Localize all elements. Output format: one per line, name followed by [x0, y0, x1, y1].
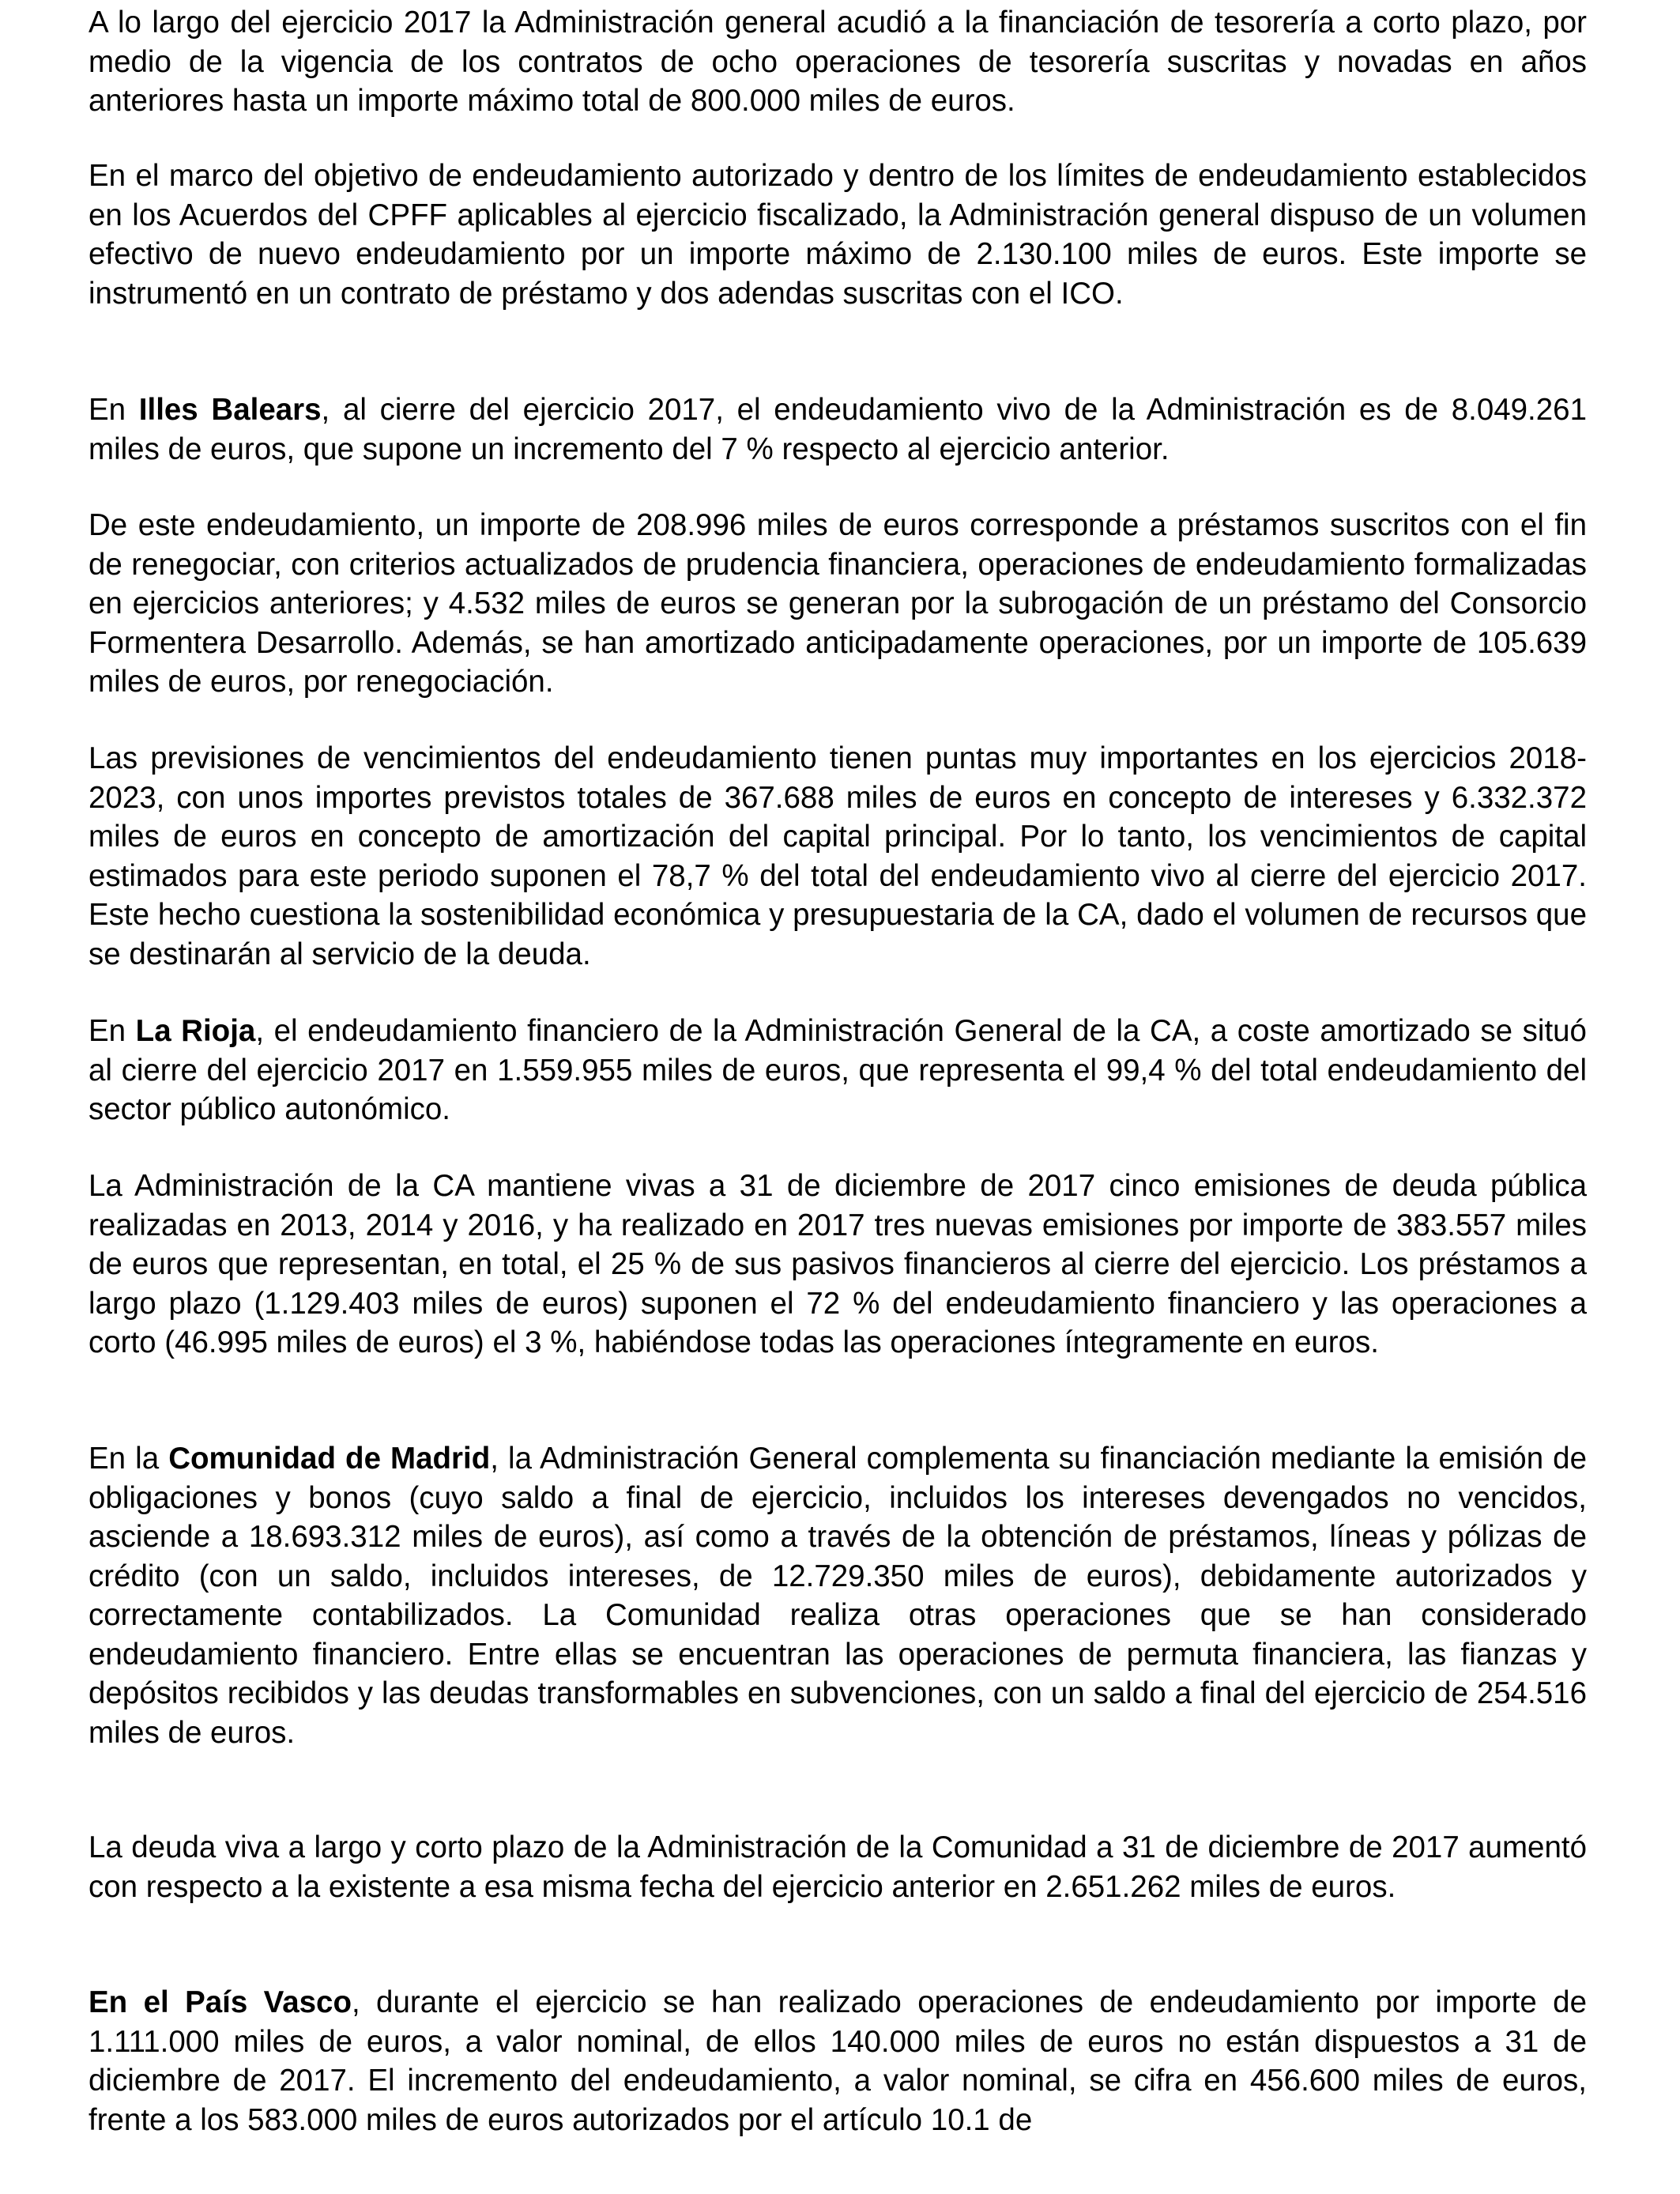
paragraph-illes-balears	[89, 390, 1587, 469]
region-name-illes-balears: Illes Balears	[138, 393, 322, 427]
paragraph-balears-debt-detail: De este endeudamiento, un importe de 208.996 miles de euros corresponde a préstamos suscritos con el fin de renegociar, con criterios actualizados de prudencia financiera, operaciones de endeudamiento formalizadas en ejercicios anteriores; y 4.532 miles de euros se generan por la subrogación de un préstamo del Consorcio Formentera Desarrollo. Además, se han amortizado anticipadamente operaciones, por un importe de 105.639 miles de euros, por renegociación.	[89, 508, 1587, 699]
region-name-la-rioja: La Rioja	[135, 1014, 256, 1048]
region-name-pais-vasco: En el País Vasco	[89, 1985, 352, 2019]
paragraph-pais-vasco	[89, 1983, 1587, 2139]
paragraph-comunidad-de-madrid	[89, 1439, 1587, 1752]
region-name-comunidad-de-madrid: Comunidad de Madrid	[168, 1442, 491, 1476]
paragraph-lead: En	[89, 393, 139, 427]
paragraph-la-rioja	[89, 1012, 1587, 1129]
paragraph-rest: , el endeudamiento financiero de la Administración General de la CA, a coste amortizado se situó al cierre del ejercicio 2017 en 1.559.955 miles de euros, que representa el 99,4 % del total endeudamiento del sector público autonómico.	[89, 1014, 1587, 1126]
paragraph-rest: , durante el ejercicio se han realizado operaciones de endeudamiento por importe de 1.111.000 miles de euros, a valor nominal, de ellos 140.000 miles de euros no están dispuestos a 31 de diciembre de 2017. El incremento del endeudamiento, a valor nominal, se cifra en 456.600 miles de euros, frente a los 583.000 miles de euros autorizados por el artículo 10.1 de	[89, 1985, 1587, 2137]
paragraph-rioja-debt-issues: La Administración de la CA mantiene vivas a 31 de diciembre de 2017 cinco emisiones de deuda pública realizadas en 2013, 2014 y 2016, y ha realizado en 2017 tres nuevas emisiones por importe de 383.557 miles de euros que representan, en total, el 25 % de sus pasivos financieros al cierre del ejercicio. Los préstamos a largo plazo (1.129.403 miles de euros) suponen el 72 % del endeudamiento financiero y las operaciones a corto (46.995 miles de euros) el 3 %, habiéndose todas las operaciones íntegramente en euros.	[89, 1169, 1587, 1359]
paragraph-maturity-forecast: Las previsiones de vencimientos del endeudamiento tienen puntas muy importantes en los ejercicios 2018-2023, con unos importes previstos totales de 367.688 miles de euros en concepto de intereses y 6.332.372 miles de euros en concepto de amortización del capital principal. Por lo tanto, los vencimientos de capital estimados para este periodo suponen el 78,7 % del total del endeudamiento vivo al cierre del ejercicio 2017. Este hecho cuestiona la sostenibilidad económica y presupuestaria de la CA, dado el volumen de recursos que se destinarán al servicio de la deuda.	[89, 741, 1587, 971]
paragraph-lead: En	[89, 1014, 136, 1048]
paragraph-rest: , la Administración General complementa su financiación mediante la emisión de obligaciones y bonos (cuyo saldo a final de ejercicio, incluidos los intereses devengados no vencidos, asciende a 18.693.312 miles de euros), así como a través de la obtención de préstamos, líneas y pólizas de crédito (con un saldo, incluidos intereses, de 12.729.350 miles de euros), debidamente autorizados y correctamente contabilizados. La Comunidad realiza otras operaciones que se han considerado endeudamiento financiero. Entre ellas se encuentran las operaciones de permuta financiera, las fianzas y depósitos recibidos y las deudas transformables en subvenciones, con un saldo a final del ejercicio de 254.516 miles de euros.	[89, 1442, 1588, 1750]
paragraph-lead: En la	[89, 1442, 169, 1476]
paragraph-treasury-financing: A lo largo del ejercicio 2017 la Administración general acudió a la financiación de tesorería a corto plazo, por medio de la vigencia de los contratos de ocho operaciones de tesorería suscritas y novadas en años anteriores hasta un importe máximo total de 800.000 miles de euros.	[89, 6, 1587, 118]
paragraph-rest: , al cierre del ejercicio 2017, el endeudamiento vivo de la Administración es de 8.049.261 miles de euros, que supone un incremento del 7 % respecto al ejercicio anterior.	[89, 393, 1587, 466]
paragraph-debt-objective: En el marco del objetivo de endeudamiento autorizado y dentro de los límites de endeudamiento establecidos en los Acuerdos del CPFF aplicables al ejercicio fiscalizado, la Administración general dispuso de un volumen efectivo de nuevo endeudamiento por un importe máximo de 2.130.100 miles de euros. Este importe se instrumentó en un contrato de préstamo y dos adendas suscritas con el ICO.	[89, 159, 1587, 311]
paragraph-madrid-debt-increase: La deuda viva a largo y corto plazo de la Administración de la Comunidad a 31 de diciembre de 2017 aumentó con respecto a la existente a esa misma fecha del ejercicio anterior en 2.651.262 miles de euros.	[89, 1830, 1587, 1904]
